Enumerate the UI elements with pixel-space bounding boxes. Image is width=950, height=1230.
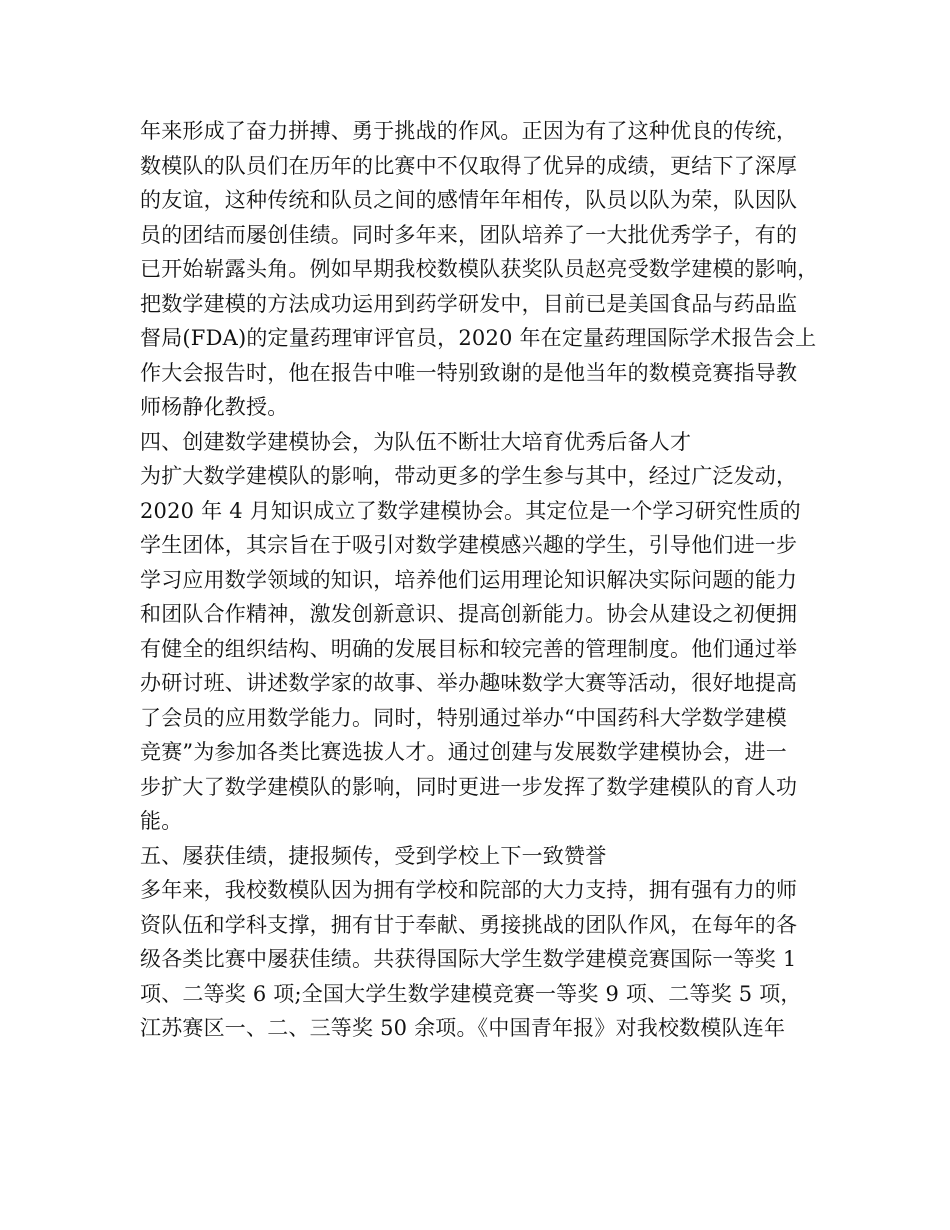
paragraph-line: 的友谊，这种传统和队员之间的感情年年相传，队员以队为荣，队因队 [140,188,798,212]
paragraph-line: 竞赛”为参加各类比赛选拔人才。通过创建与发展数学建模协会，进一 [140,740,787,764]
document-body [140,114,830,1046]
paragraph-line: 已开始崭露头角。例如早期我校数模队获奖队员赵亮受数学建模的影响， [140,257,819,281]
paragraph-line: 把数学建模的方法成功运用到药学研发中，目前已是美国食品与药品监 [140,291,798,316]
section-heading: 四、创建数学建模协会，为队伍不断壮大培育优秀后备人才 [140,429,692,454]
paragraph-line: 为扩大数学建模队的影响，带动更多的学生参与其中，经过广泛发动， [140,464,798,488]
paragraph-line: 年来形成了奋力拼搏、勇于挑战的作风。正因为有了这种优良的传统， [140,119,798,143]
paragraph-line: 员的团结而屡创佳绩。同时多年来，团队培养了一大批优秀学子，有的 [140,222,798,247]
paragraph-line: 了会员的应用数学能力。同时，特别通过举办“中国药科大学数学建模 [140,705,787,730]
paragraph-line: 学习应用数学领域的知识，培养他们运用理论知识解决实际问题的能力 [140,567,798,592]
paragraph-line: 和团队合作精神，激发创新意识、提高创新能力。协会从建设之初便拥 [140,602,798,626]
section-heading: 五、屡获佳绩，捷报频传，受到学校上下一致赞誉 [140,843,607,868]
paragraph-line: 数模队的队员们在历年的比赛中不仅取得了优异的成绩，更结下了深厚 [140,153,798,178]
paragraph-line: 师杨静化教授。 [140,395,289,419]
paragraph-line: 级各类比赛中屡获佳绩。共获得国际大学生数学建模竞赛国际一等奖 1 [140,947,797,971]
paragraph-line: 有健全的组织结构、明确的发展目标和较完善的管理制度。他们通过举 [140,636,798,661]
paragraph-line: 步扩大了数学建模队的影响，同时更进一步发挥了数学建模队的育人功 [140,774,798,799]
paragraph-line: 作大会报告时，他在报告中唯一特别致谢的是他当年的数模竞赛指导教 [140,360,798,385]
paragraph-line: 项、二等奖 6 项;全国大学生数学建模竞赛一等奖 9 项、二等奖 5 项， [140,981,802,1006]
paragraph-line: 多年来，我校数模队因为拥有学校和院部的大力支持，拥有强有力的师 [140,878,798,902]
paragraph-line: 能。 [140,809,183,833]
paragraph-line: 学生团体，其宗旨在于吸引对数学建模感兴趣的学生，引导他们进一步 [140,533,798,557]
paragraph-line: 办研讨班、讲述数学家的故事、举办趣味数学大赛等活动，很好地提高 [140,671,798,695]
paragraph-line: 江苏赛区一、二、三等奖 50 余项。《中国青年报》对我校数模队连年 [140,1016,786,1040]
paragraph-line: 督局(FDA)的定量药理审评官员，2020 年在定量药理国际学术报告会上 [140,326,817,350]
paragraph-line: 资队伍和学科支撑，拥有甘于奉献、勇接挑战的团队作风，在每年的各 [140,912,798,937]
paragraph-line: 2020 年 4 月知识成立了数学建模协会。其定位是一个学习研究性质的 [140,498,801,523]
